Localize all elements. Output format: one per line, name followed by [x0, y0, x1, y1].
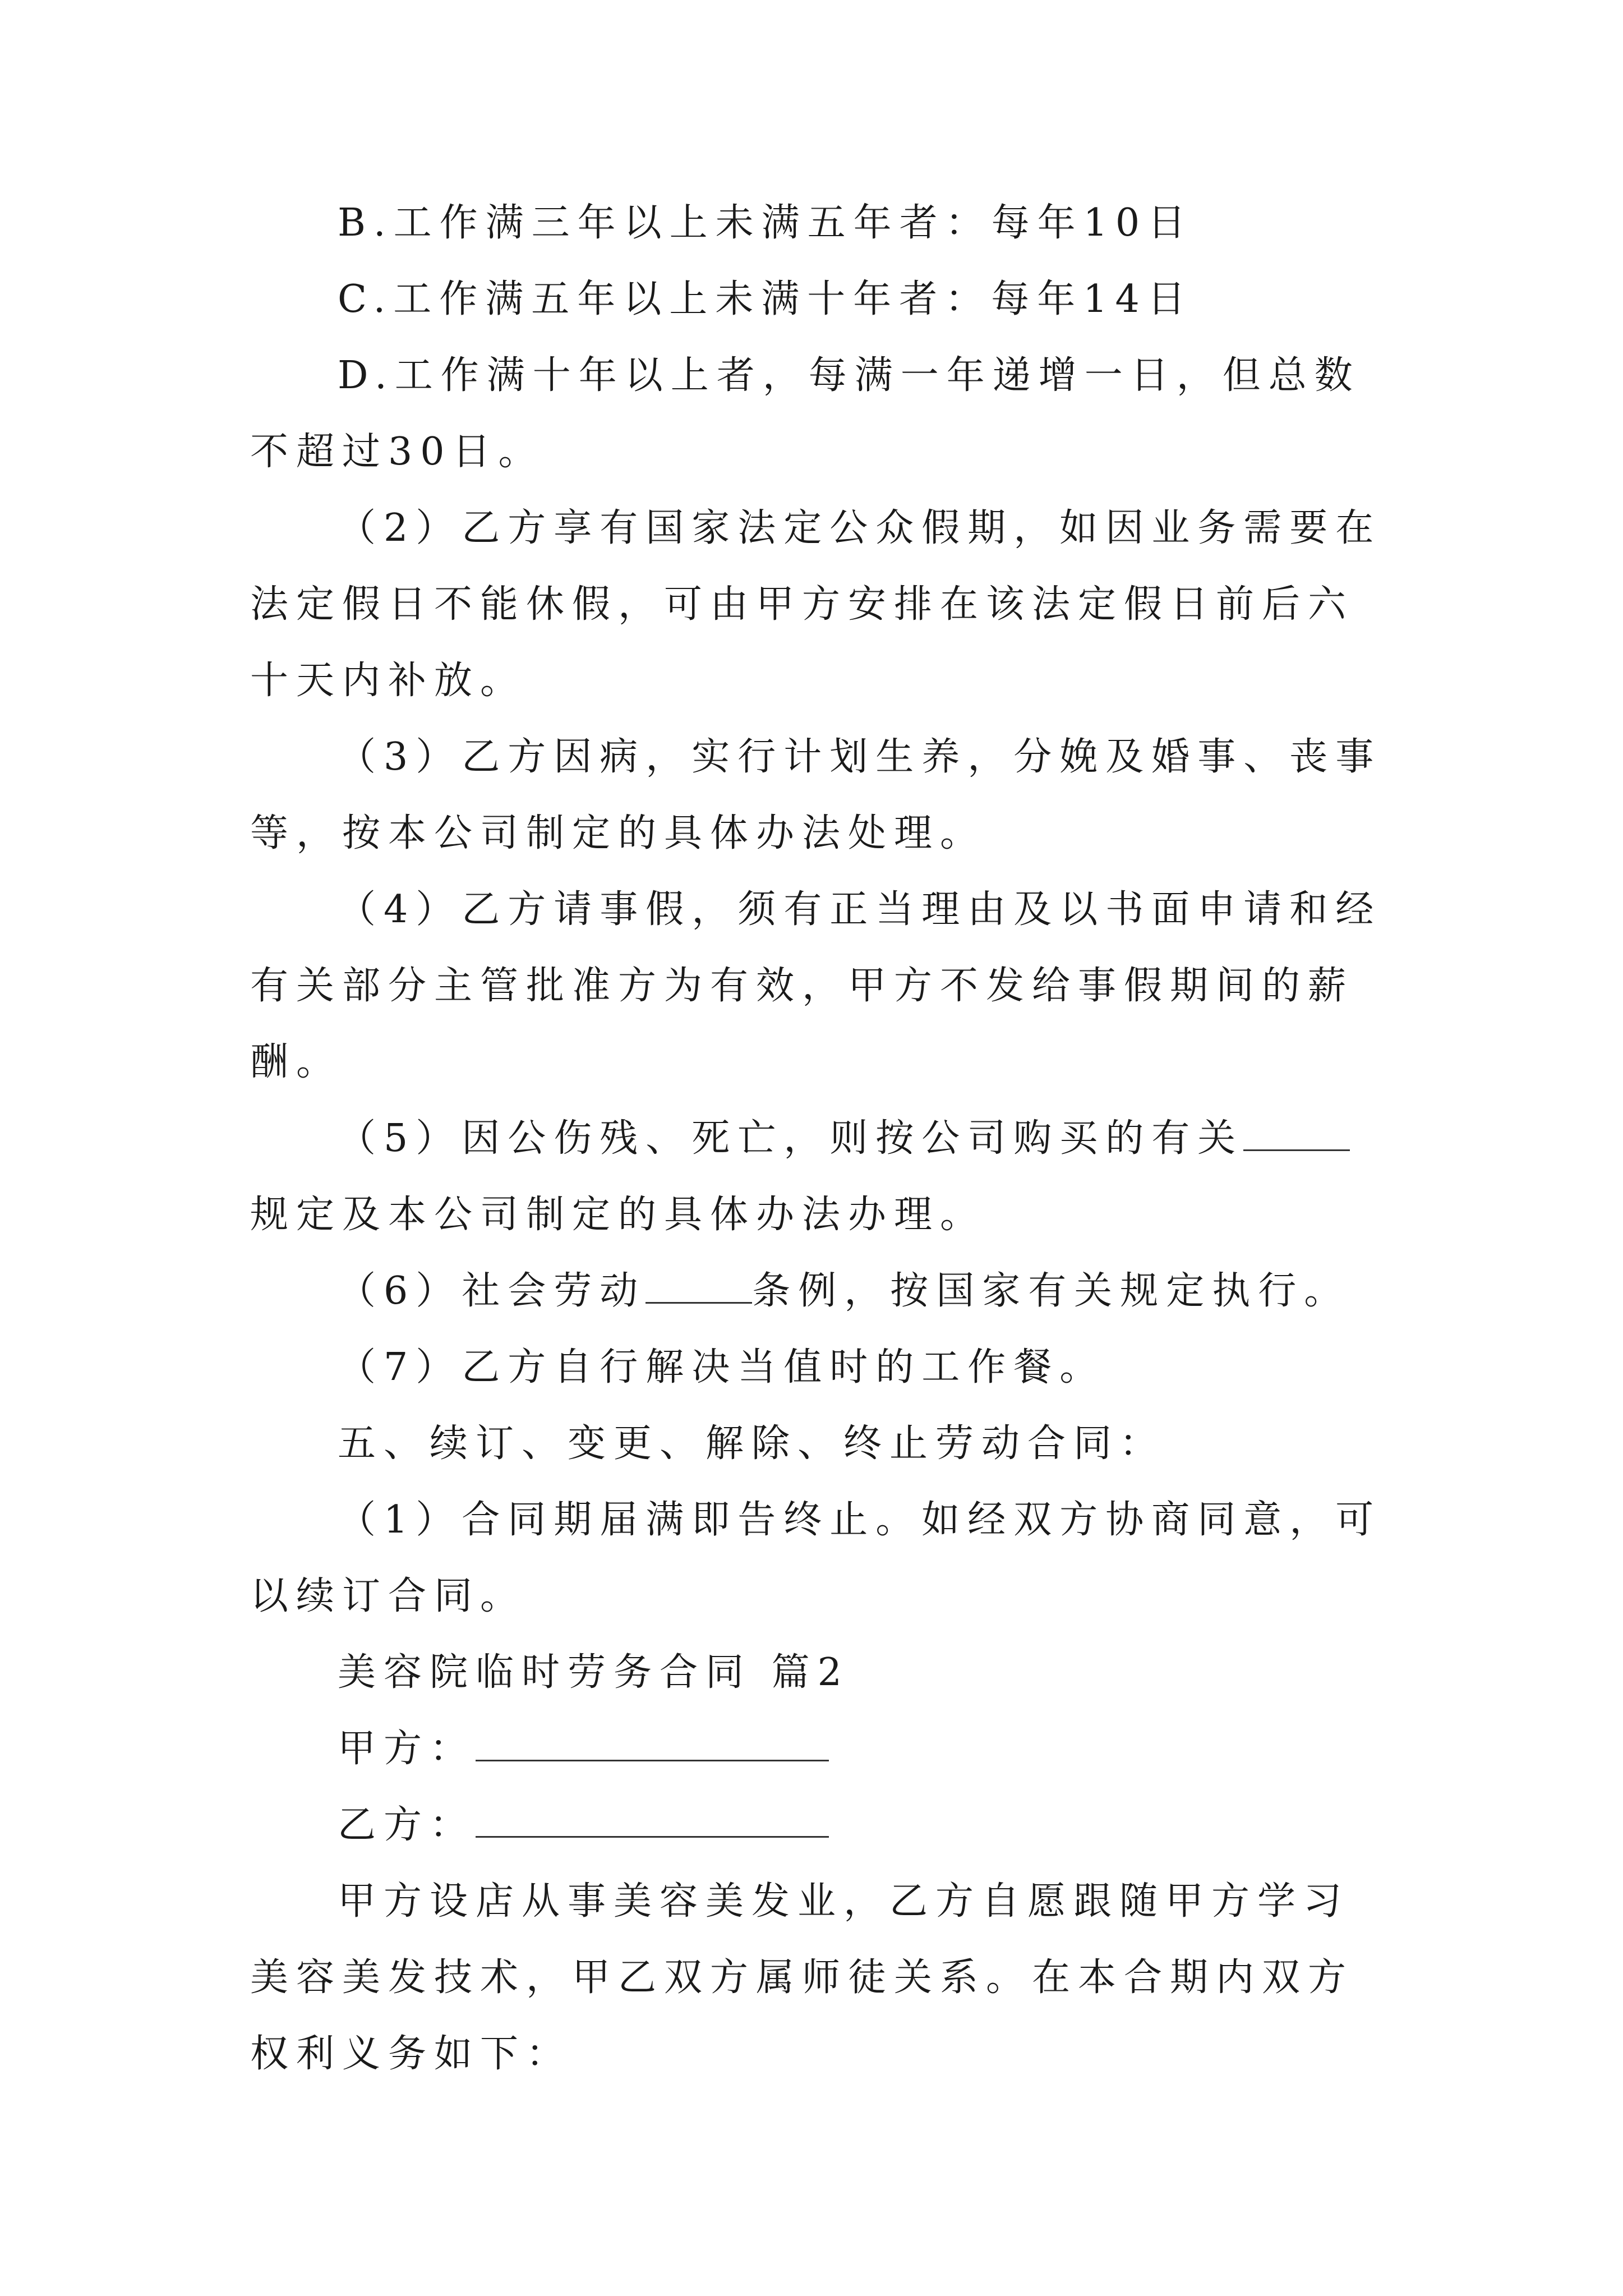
paragraph-renewal-1: （1）合同期届满即告终止。如经双方协商同意，可以续订合同。 [250, 1498, 1382, 1618]
paragraph-clause-3: （3）乙方因病，实行计划生养，分娩及婚事、丧事等，按本公司制定的具体办法处理。 [250, 735, 1382, 855]
clause-6-part-b: 条例，按国家有关规定执行。 [752, 1269, 1350, 1313]
fill-blank-social-labor [645, 1264, 752, 1304]
party-a-label: 甲方： [338, 1727, 476, 1771]
paragraph-clause-4: （4）乙方请事假，须有正当理由及以书面申请和经有关部分主管批准方为有效，甲方不发给事假期间的薪酬。 [250, 887, 1382, 1084]
contract-title-part-2: 美容院临时劳务合同 篇2 [338, 1650, 850, 1695]
party-a-blank [476, 1722, 829, 1761]
fill-blank-insurance [1243, 1111, 1350, 1151]
clause-5-part-b: 规定及本公司制定的具体办法办理。 [250, 1193, 986, 1237]
party-b-line [250, 1787, 1394, 1864]
party-b-blank [476, 1798, 829, 1838]
paragraph-annual-leave-b: B.工作满三年以上未满五年者：每年10日 [338, 201, 1194, 245]
paragraph-clause-6 [250, 1253, 1394, 1329]
paragraph-clause-2: （2）乙方享有国家法定公众假期，如因业务需要在法定假日不能休假，可由甲方安排在该法定假日前后六十天内补放。 [250, 506, 1382, 703]
document-body [250, 185, 1394, 2092]
paragraph-annual-leave-d: D.工作满十年以上者，每满一年递增一日，但总数不超过30日。 [250, 353, 1361, 474]
paragraph-intro-apprenticeship: 甲方设店从事美容美发业，乙方自愿跟随甲方学习美容美发技术，甲乙双方属师徒关系。在本合期内双方权利义务如下： [250, 1879, 1354, 2076]
clause-6-part-a: （6）社会劳动 [338, 1269, 646, 1313]
paragraph-clause-7: （7）乙方自行解决当值时的工作餐。 [338, 1345, 1106, 1389]
clause-5-part-a: （5）因公伤残、死亡，则按公司购买的有关 [338, 1116, 1244, 1161]
section-heading-5: 五、续订、变更、解除、终止劳动合同： [338, 1421, 1166, 1466]
party-a-line [250, 1711, 1394, 1787]
party-b-label: 乙方： [338, 1803, 476, 1847]
paragraph-annual-leave-c: C.工作满五年以上未满十年者：每年14日 [338, 277, 1193, 321]
paragraph-clause-5 [250, 1101, 1394, 1253]
